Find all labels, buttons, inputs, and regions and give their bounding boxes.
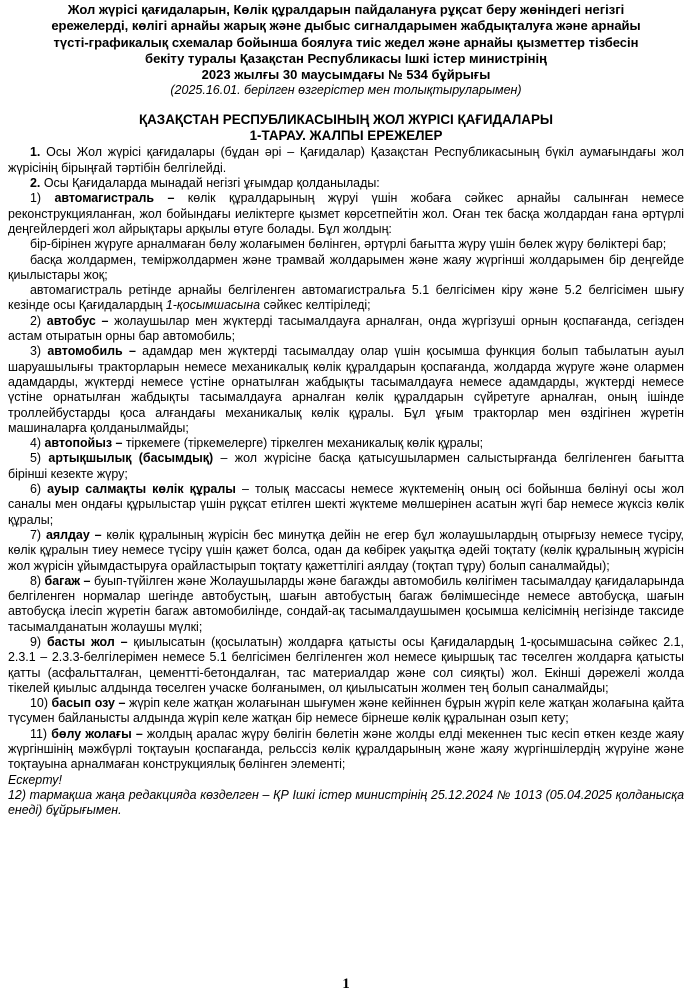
definition-4: [8, 436, 684, 451]
definition-number: 1): [30, 191, 55, 206]
definition-2: [8, 314, 684, 345]
header-line: Жол жүрісі қағидаларын, Көлік құралдарын пайдалануға рұқсат беру жөніндегі негізгі: [67, 2, 625, 17]
definition-11: [8, 727, 684, 773]
note-label: Ескерту!: [8, 772, 62, 787]
definition-number: 4): [30, 436, 45, 451]
definition-text: көлік құралының жүрісін бес минутқа дейін не егер бұл жолаушылардың отырғызу немесе түсіру, көлік құралын тиеу немесе түсіру үшін қажет болса, одан да көбірек уақытқа әдейі тоқтату (көлік құралының жүрісін жол жүрісін ұйымдастыруға орайластырып тоқтату қажеттілігі аялдау (тоқтап тұру) болып саналмайды);: [8, 527, 685, 573]
definition-number: 7): [30, 527, 46, 542]
definition-term: автомобиль –: [47, 344, 136, 359]
definition-9: [8, 635, 684, 696]
definition-5: [8, 451, 684, 482]
definition-text: жолдың аралас жүру бөлігін бөлетін және жолды елді мекеннен тыс кесіп өткен кезде жаяу жүргіншінің мәжбүрлі тоқтауын қоспағанда, рельссіз көлік құралдарының және жаяу жүргіншілердің жүруіне және тоқтауына арналмаған конструкциялық бөлінген элементі;: [8, 726, 684, 772]
definition-term: аялдау –: [45, 527, 102, 542]
definition-number: 11): [30, 726, 52, 741]
document-body: [8, 145, 684, 818]
definition-text: жүріп келе жатқан жолағынан шығумен және кейіннен бұрын жүріп келе жатқан жолағына қайта түсумен байланысты алдында жүріп келе жатқан бір немесе бірнеше көлік құралынан озып кету;: [8, 696, 684, 726]
header-line: бекіту туралы Қазақстан Республикасы Ішкі істер министрінің: [145, 50, 547, 66]
order-header: [8, 2, 684, 83]
definition-text: – толық массасы немесе жүктеменің оның осі бойынша бөлінуі осы жол саналы мен ондағы құрылыстар үшін рұқсат етілген шекті жүктеме мөлшерінен асатын жүгі бар немесе жүксіз көлік құралы;: [8, 482, 684, 527]
paragraph-2: [8, 176, 684, 191]
header-line: ережелерді, көлігі арнайы жарық және дыбыс сигналдарымен жабдықталуға және арнайы: [51, 18, 641, 34]
definition-term: автопойыз –: [44, 436, 123, 451]
definition-number: 9): [30, 634, 47, 649]
definition-text: сәйкес келтіріледі;: [260, 298, 371, 313]
paragraph-number: 2.: [30, 176, 41, 191]
definition-1-item-b: басқа жолдармен, теміржолдармен және трамвай жолдарымен және жаяу жүргінші жолдарымен бір деңгейде қиылыстары жоқ;: [8, 252, 684, 282]
title-line: ҚАЗАҚСТАН РЕСПУБЛИКАСЫНЫҢ ЖОЛ ЖҮРІСІ ҚАҒИДАЛАРЫ: [138, 112, 554, 128]
definition-text: жолаушылар мен жүктерді тасымалдауға арналған, онда жүргізуші орнын қоспағанда, сегізден астам отыратын орны бар автомобиль;: [8, 313, 685, 344]
definition-term: ауыр салмақты көлік құралы: [47, 482, 236, 497]
definition-number: 8): [30, 573, 45, 588]
paragraph-number: 1.: [30, 145, 41, 160]
definition-number: 5): [30, 451, 49, 466]
definition-text: көлік құралдарының жүруі үшін жобаға сәйкес арнайы салынған немесе реконструкцияланған, жол бойындағы иеліктерге қызмет көрсетпейтін жол. Оған тек басқа жолдардан ғана әртүрлі деңгейлердегі жол айрықтары арқылы өтуге болады. Бұл жолдың:: [8, 191, 684, 236]
definition-6: [8, 482, 684, 528]
definition-1-item-c: [8, 283, 684, 314]
paragraph-1: [8, 145, 684, 176]
paragraph-text: Осы Қағидаларда мынадай негізгі ұғымдар қолданылады:: [40, 176, 380, 191]
definition-text: қиылысатын (қосылатын) жолдарға қатысты осы Қағидалардың 1-қосымшасына сәйкес 2.1, 2.3.1 – 2.3.3-белгілерімен немесе 5.1 белгісімен белгіленген жол немесе қиыршық тас төселген жолдарға қатысты қатты (асфальтталған, цементті-бетондалған, тас материалдар және сол сияқты) жол. Екінші дәрежелі жолда тікелей қиылыс алдында төселген учаске болғанымен, ол қиылысатын жолмен тең болып саналмайды;: [8, 634, 685, 695]
definition-term: автобус –: [46, 313, 109, 328]
definition-number: 6): [30, 482, 48, 497]
definition-term: бөлу жолағы –: [51, 726, 143, 741]
definition-1-item-a: бір-бірінен жүруге арналмаған бөлу жолағымен бөлінген, әртүрлі бағытта жүру үшін бөлек жүру бөліктері бар;: [30, 237, 667, 252]
definition-term: багаж –: [44, 573, 91, 588]
definition-text: – жол жүрісіне басқа қатысушылармен салыстырғанда белгіленген бағытта бірінші кезекте жүру;: [8, 451, 684, 481]
definition-text: буып-түйілген және Жолаушыларды және багажды автомобиль көлігімен тасымалдау қағидаларында белгіленген нормалар шегінде автобустың, шағын автобустың багаж бөлімшесінде немесе автобусқа, шағын автобусқа ілесіп жүретін багаж автомобилінде, сондай-ақ тасымалдаушымен қосымша келісімнің негізінде таксиде тасымалданатын жолаушы мүлкі;: [8, 573, 685, 634]
definition-number: 3): [30, 344, 48, 359]
header-line: 2023 жылғы 30 маусымдағы № 534 бұйрығы: [201, 67, 491, 83]
definition-text: тіркемеге (тіркемелерге) тіркелген механикалық көлік құралы;: [122, 436, 484, 451]
definition-term: автомагистраль –: [54, 191, 175, 206]
definition-8: [8, 574, 684, 635]
amendment-note: (2025.16.01. берілген өзгерістер мен толықтыруларымен): [170, 83, 522, 98]
definition-text: автомагистраль ретінде арнайы белгіленген автомагистральға 5.1 белгісімен кіру және 5.2 белгісімен шығу кезінде осы Қағидалардың: [8, 283, 684, 313]
definition-term: басты жол –: [46, 634, 128, 649]
definition-7: [8, 528, 684, 574]
document-title: [8, 112, 684, 144]
definition-1: [8, 191, 684, 237]
annex-reference: 1-қосымшасына: [165, 298, 260, 313]
definition-number: 2): [30, 313, 47, 328]
paragraph-text: Осы Жол жүрісі қағидалары (бұдан әрі – Қағидалар) Қазақстан Республикасының бүкіл аумағындағы жол жүрісінің бірыңғай тәртібін белгілейді.: [8, 145, 684, 175]
chapter-title: 1-ТАРАУ. ЖАЛПЫ ЕРЕЖЕЛЕР: [249, 128, 443, 144]
definition-text: адамдар мен жүктерді тасымалдау олар үшін қосымша функция болып табылатын ауыл шаруашылығы тракторларын немесе механикалық көлік құралдарын қоспағанда, жолдарда жүруге және олармен адамдарды, жүктерді немесе үстіне орнатылған жабдықты тасымалдауға немесе адамдарды, жүктерді немесе үстіне орнатылған жабдықты тасымалдауға арналған көлік құралдарын сүйретуге арналған, оның ішінде троллейбустарды қоса алғандағы механикалық көлік құралы. Бұл ұғым тракторлар мен өздігінен жүретін машиналарға қолданылмайды;: [8, 344, 684, 435]
definition-term: артықшылық (басымдық): [48, 451, 214, 466]
note-text: 12) тармақша жаңа редакцияда көзделген – ҚР Ішкі істер министрінің 25.12.2024 № 1013 (05.04.2025 қолданысқа енеді) бұйрығымен.: [8, 787, 684, 818]
definition-3: [8, 344, 684, 436]
page-number: 1: [342, 976, 350, 992]
definition-number: 10): [30, 696, 52, 711]
header-line: түсті-графикалық схемалар бойынша боялуға тиіс жедел және арнайы қызметтер тізбесін: [53, 34, 639, 50]
definition-term: басып озу –: [51, 696, 126, 711]
definition-10: [8, 696, 684, 727]
